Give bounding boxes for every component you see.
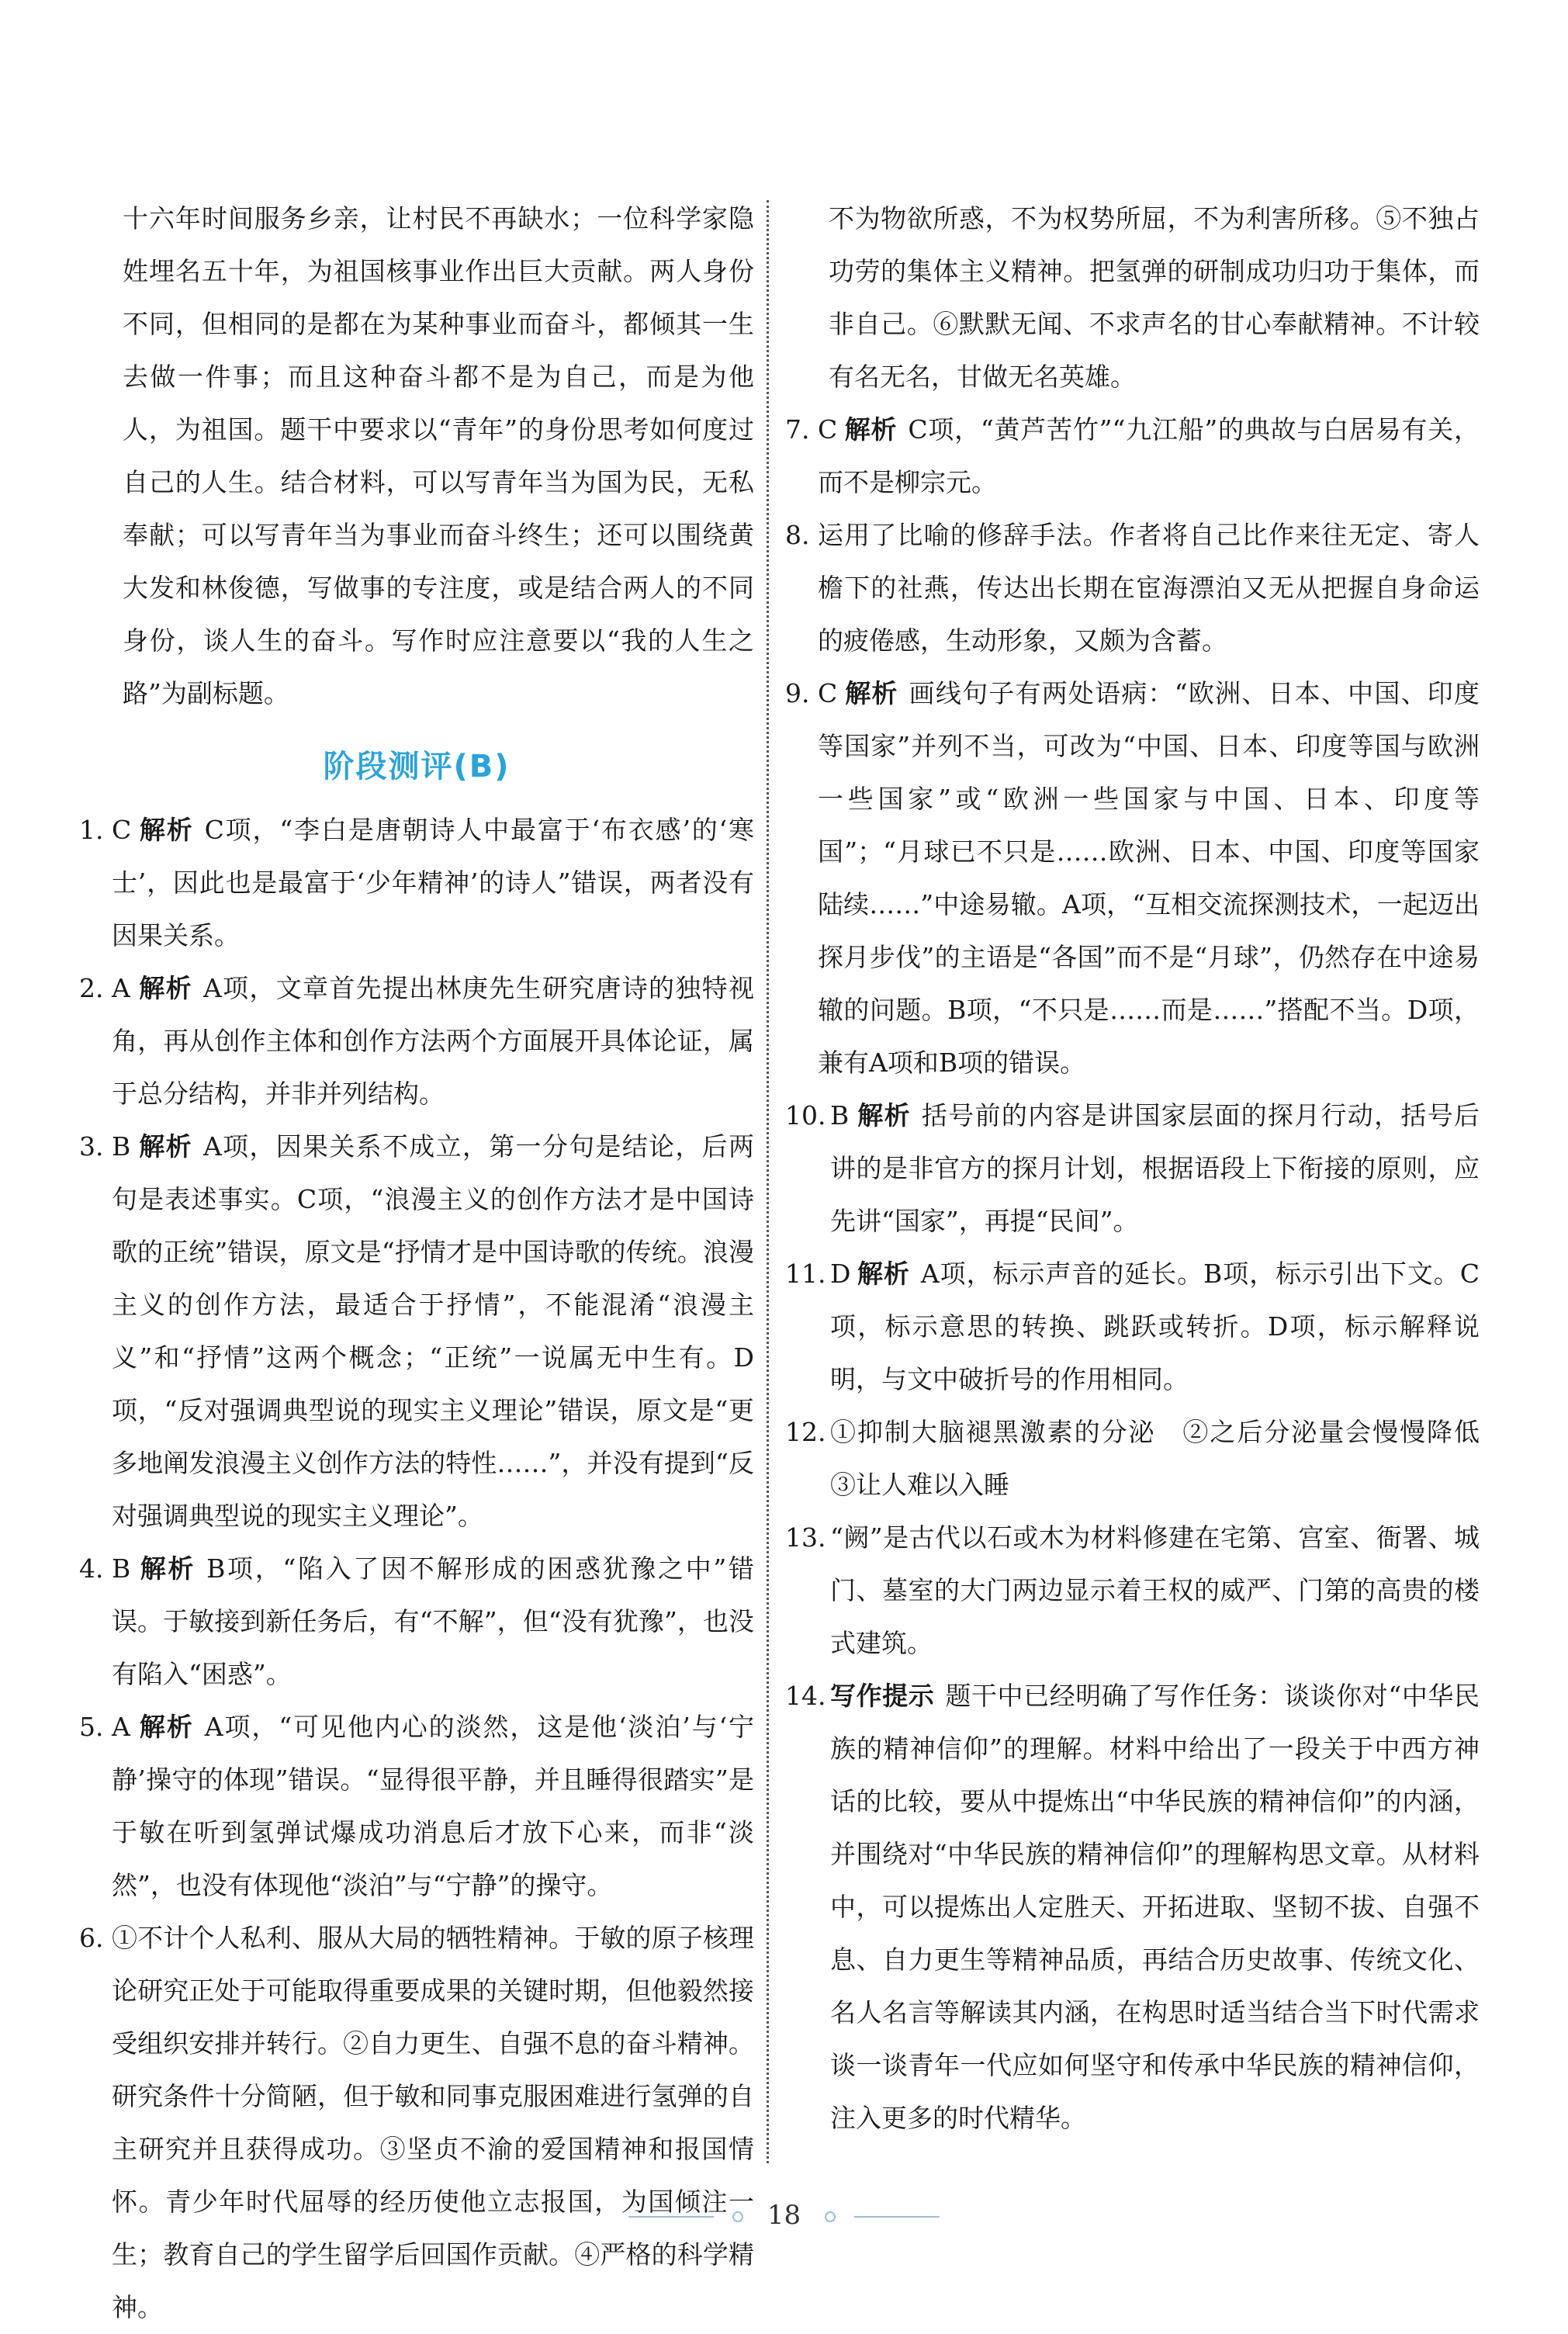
answer-text: 题干中已经明确了写作任务：谈谈你对“中华民族的精神信仰”的理解。材料中给出了一段关于中西方神话的比较，要从中提炼出“中华民族的精神信仰”的内涵，并围绕对“中华民族的精神信仰”的理解构思文章。从材料中，可以提炼出人定胜天、开拓进取、坚韧不拔、自强不息、自力更生等精神品质，再结合历史故事、传统文化、名人名言等解读其内涵，在构思时适当结合当下时代需求谈一谈青年一代应如何坚守和传承中华民族的精神信仰，注入更多的时代精华。 <box>830 1681 1480 2133</box>
continued-paragraph: 不为物欲所惑，不为权势所屈，不为利害所移。⑤不独占功劳的集体主义精神。把氢弹的研制成功归功于集体，而非自己。⑥默默无闻、不求声名的甘心奉献精神。不计较有名无名，甘做无名英雄。 <box>829 203 1480 392</box>
answer-text: 括号前的内容是讲国家层面的探月行动，括号后讲的是非官方的探月计划，根据语段上下衔接的原则，应先讲“国家”，再提“民间”。 <box>830 1100 1480 1236</box>
answer-text: A项，标示声音的延长。B项，标示引出下文。C项，标示意思的转换、跳跃或转折。D项，标示解释说明，与文中破折号的作用相同。 <box>830 1259 1480 1394</box>
answer-text: C项，“李白是唐朝诗人中最富于‘布衣感’的‘寒士’，因此也是最富于‘少年精神’的诗人”错误，两者没有因果关系。 <box>112 815 755 951</box>
answer-item <box>785 667 1480 1089</box>
answer-item <box>79 1701 754 1912</box>
answer-letter: C <box>818 414 838 445</box>
item-number: 8. <box>785 520 810 550</box>
footer-dot-left <box>732 2211 743 2222</box>
writing-tip-tag: 写作提示 <box>830 1681 935 1711</box>
item-number: 6. <box>79 1923 104 1953</box>
answer-text: 画线句子有两处语病：“欧洲、日本、中国、印度等国家”并列不当，可改为“中国、日本、印度等国与欧洲一些国家”或“欧洲一些国家与中国、日本、印度等国”；“月球已不只是……欧洲、日本、中国、印度等国家陆续……”中途易辙。A项，“互相交流探测技术，一起迈出探月步伐”的主语是“各国”而不是“月球”，仍然存在中途易辙的问题。B项，“不只是……而是……”搭配不当。D项，兼有A项和B项的错误。 <box>818 678 1480 1078</box>
item-number: 7. <box>785 414 810 445</box>
answer-letter: D <box>830 1259 851 1289</box>
item-number: 11. <box>785 1259 826 1289</box>
left-column <box>79 192 754 2334</box>
answer-text: ①抑制大脑褪黑激素的分泌 ②之后分泌量会慢慢降低 ③让人难以入睡 <box>830 1417 1505 1500</box>
answer-text: A项，“可见他内心的淡然，这是他‘淡泊’与‘宁静’操守的体现”错误。“显得很平静，并且睡得很踏实”是于敏在听到氢弹试爆成功消息后才放下心来，而非“淡然”，也没有体现他“淡泊”与“宁静”的操守。 <box>112 1712 755 1900</box>
answer-letter: C <box>818 678 838 708</box>
answer-text: B项，“陷入了因不解形成的困惑犹豫之中”错误。于敏接到新任务后，有“不解”，但“没有犹豫”，也没有陷入“困惑”。 <box>112 1553 754 1689</box>
item-number: 14. <box>785 1681 826 1711</box>
answer-item <box>785 403 1480 509</box>
item-number: 2. <box>79 973 104 1003</box>
answer-item <box>785 1248 1480 1406</box>
answer-item <box>785 1406 1505 1512</box>
item-number: 4. <box>79 1553 104 1584</box>
answer-letter: C <box>112 815 132 845</box>
analysis-tag: 解析 <box>844 678 898 708</box>
answer-item <box>785 1512 1480 1670</box>
analysis-tag: 解析 <box>138 1131 192 1162</box>
page-number: 18 <box>767 2200 801 2231</box>
answer-letter: B <box>112 1553 131 1584</box>
answer-item <box>79 1120 754 1543</box>
answer-text: 运用了比喻的修辞手法。作者将自己比作来往无定、寄人檐下的社燕，传达出长期在宦海漂泊又无从把握自身命运的疲倦感，生动形象，又颇为含蓄。 <box>818 520 1480 656</box>
analysis-tag: 解析 <box>138 1712 194 1742</box>
answer-letter: B <box>112 1131 131 1162</box>
item-number: 9. <box>785 678 810 708</box>
answer-text: A项，因果关系不成立，第一分句是结论，后两句是表述事实。C项，“浪漫主义的创作方法才是中国诗歌的正统”错误，原文是“抒情才是中国诗歌的传统。浪漫主义的创作方法，最适合于抒情”，不能混淆“浪漫主义”和“抒情”这两个概念；“正统”一说属无中生有。D项，“反对强调典型说的现实主义理论”错误，原文是“更多地阐发浪漫主义创作方法的特性……”，并没有提到“反对强调典型说的现实主义理论”。 <box>112 1131 754 1531</box>
item-number: 12. <box>785 1417 826 1447</box>
answer-item <box>785 509 1480 667</box>
item-number: 13. <box>785 1522 826 1553</box>
column-divider <box>767 200 769 2163</box>
answer-letter: B <box>830 1100 850 1131</box>
answer-item <box>79 1543 754 1701</box>
intro-paragraph: 十六年时间服务乡亲，让村民不再缺水；一位科学家隐姓埋名五十年，为祖国核事业作出巨大贡献。两人身份不同，但相同的是都在为某种事业而奋斗，都倾其一生去做一件事；而且这种奋斗都不是为自己，而是为他人，为祖国。题干中要求以“青年”的身份思考如何度过自己的人生。结合材料，可以写青年当为国为民，无私奉献；可以写青年当为事业而奋斗终生；还可以围绕黄大发和林俊德，写做事的专注度，或是结合两人的不同身份，谈人生的奋斗。写作时应注意要以“我的人生之路”为副标题。 <box>123 203 754 708</box>
answer-item <box>785 1670 1480 2145</box>
analysis-tag: 解析 <box>857 1100 911 1131</box>
section-heading: 阶段测评(B) <box>323 749 511 784</box>
analysis-tag: 解析 <box>138 815 194 845</box>
footer-dot-right <box>825 2211 836 2222</box>
analysis-tag: 解析 <box>844 414 898 445</box>
page-footer <box>0 2200 1568 2231</box>
footer-rule-left <box>628 2216 714 2218</box>
item-number: 3. <box>79 1131 104 1162</box>
answer-text: “阙”是古代以石或木为材料修建在宅第、宫室、衙署、城门、墓室的大门两边显示着王权的威严、门第的高贵的楼式建筑。 <box>830 1522 1480 1658</box>
analysis-tag: 解析 <box>138 973 192 1003</box>
answer-text: ①不计个人私利、服从大局的牺牲精神。于敏的原子核理论研究正处于可能取得重要成果的关键时期，但他毅然接受组织安排并转行。②自力更生、自强不息的奋斗精神。研究条件十分简陋，但于敏和同事克服困难进行氢弹的自主研究并且获得成功。③坚贞不渝的爱国精神和报国情怀。青少年时代屈辱的经历使他立志报国，为国倾注一生；教育自己的学生留学后回国作贡献。④严格的科学精神。 <box>112 1923 754 2322</box>
item-number: 5. <box>79 1712 104 1742</box>
answer-text: A项，文章首先提出林庚先生研究唐诗的独特视角，再从创作主体和创作方法两个方面展开具体论证，属于总分结构，并非并列结构。 <box>112 973 754 1109</box>
analysis-tag: 解析 <box>857 1259 910 1289</box>
answer-text: C项，“黄芦苦竹”“九江船”的典故与白居易有关，而不是柳宗元。 <box>818 414 1480 497</box>
answer-item <box>79 804 754 962</box>
analysis-tag: 解析 <box>138 1553 196 1584</box>
item-number: 10. <box>785 1100 826 1131</box>
answer-letter: A <box>112 1712 130 1742</box>
answer-item <box>785 1089 1480 1248</box>
item-number: 1. <box>79 815 104 845</box>
footer-rule-right <box>854 2216 940 2218</box>
right-column <box>785 192 1505 2145</box>
answer-letter: A <box>112 973 130 1003</box>
answer-item <box>79 962 754 1120</box>
answer-item <box>79 1912 754 2334</box>
